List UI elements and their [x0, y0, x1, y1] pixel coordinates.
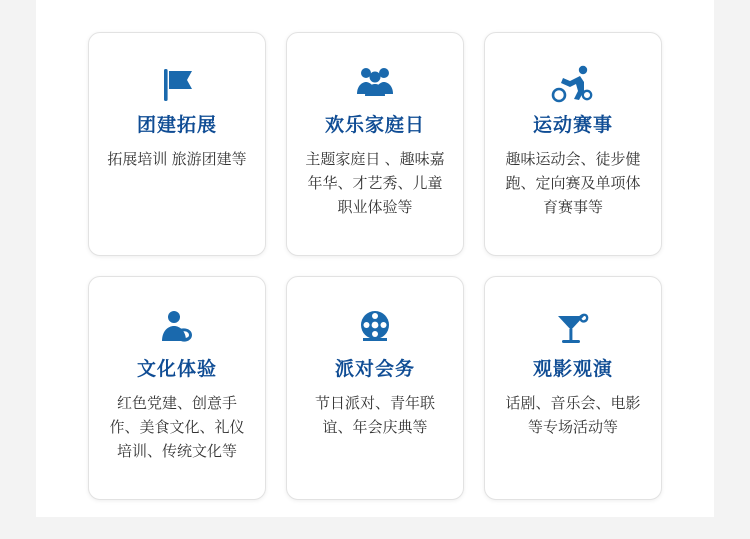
card-description: 主题家庭日 、趣味嘉年华、才艺秀、儿童职业体验等 [305, 150, 445, 217]
category-card-grid [88, 32, 664, 500]
category-card-sports-events[interactable] [484, 32, 662, 256]
flag-icon [154, 59, 200, 109]
category-card-culture-experience[interactable] [88, 276, 266, 500]
card-title: 文化体验 [136, 359, 217, 380]
category-card-family-day[interactable] [286, 32, 464, 256]
card-description: 话剧、音乐会、电影等专场活动等 [505, 394, 641, 437]
card-description: 红色党建、创意手作、美食文化、礼仪培训、传统文化等 [109, 394, 245, 461]
running-athlete-icon [550, 59, 596, 109]
cocktail-glass-icon [550, 303, 596, 353]
right-edge-band [714, 0, 750, 517]
category-card-film-performance[interactable] [484, 276, 662, 500]
film-reel-icon [352, 303, 398, 353]
category-card-party-events[interactable] [286, 276, 464, 500]
category-card-team-building[interactable] [88, 32, 266, 256]
card-title: 观影观演 [532, 359, 613, 380]
card-description: 拓展培训 旅游团建等 [107, 150, 247, 168]
card-title: 派对会务 [334, 359, 415, 380]
card-description: 节日派对、青年联谊、年会庆典等 [314, 394, 435, 437]
left-edge-band [0, 0, 36, 517]
card-description: 趣味运动会、徒步健跑、定向赛及单项体育赛事等 [505, 150, 641, 217]
person-culture-icon [154, 303, 200, 353]
card-title: 团建拓展 [136, 115, 217, 136]
bottom-strip [0, 517, 750, 539]
card-title: 欢乐家庭日 [324, 115, 425, 136]
card-title: 运动赛事 [532, 115, 613, 136]
family-group-icon [352, 59, 398, 109]
